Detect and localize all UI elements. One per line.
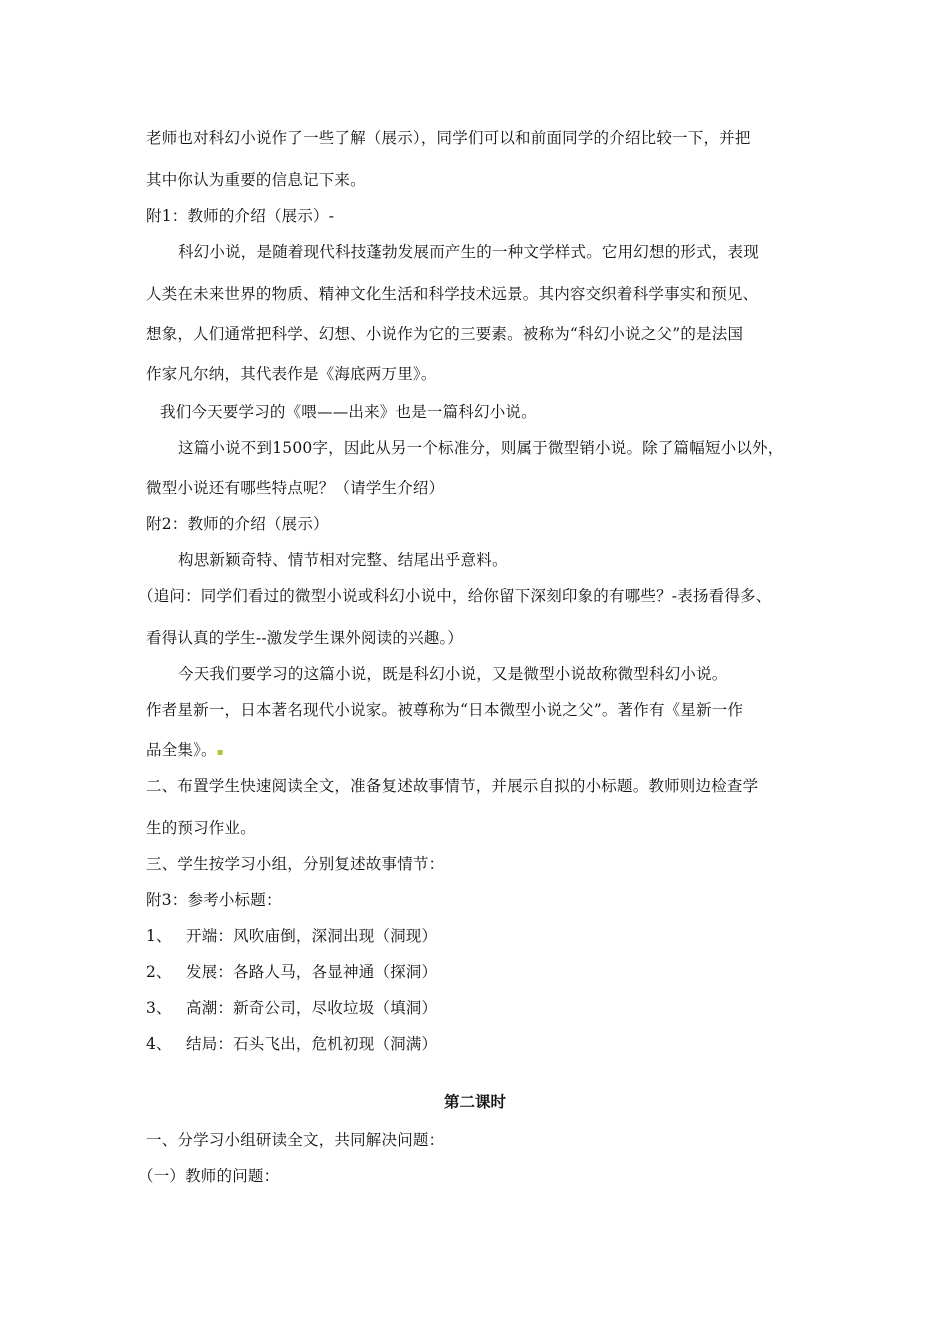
paragraph-line: 一、分学习小组研读全文，共同解决问题： (146, 1131, 445, 1149)
outline-text: 发展：各路人马，各显神通（探洞） (186, 963, 438, 981)
paragraph-line: 科幻小说，是随着现代科技蓬勃发展而产生的一种文学样式。它用幻想的形式，表现 (178, 243, 759, 261)
paragraph-line: 其中你认为重要的信息记下来。 (146, 171, 366, 189)
outline-item (146, 1034, 437, 1054)
paragraph-line: 作家凡尔纳，其代表作是《海底两万里》。 (146, 365, 437, 383)
edit-mark-icon: ▪ (216, 747, 224, 758)
paragraph-line: 老师也对科幻小说作了一些了解（展示），同学们可以和前面同学的介绍比较一下，并把 (146, 129, 751, 147)
paragraph-line: 附3：参考小标题： (146, 891, 282, 909)
outline-item (146, 926, 437, 946)
outline-number: 1、 (146, 927, 172, 945)
outline-item (146, 962, 437, 982)
paragraph-line: （追问：同学们看过的微型小说或科幻小说中，给你留下深刻印象的有哪些？-表扬看得多、 (138, 587, 772, 605)
outline-number: 2、 (146, 963, 172, 981)
outline-text: 结局：石头飞出，危机初现（洞满） (186, 1035, 438, 1053)
outline-item (146, 998, 437, 1018)
paragraph-line: 生的预习作业。 (146, 819, 256, 837)
section-title: 第二课时 (443, 1092, 506, 1111)
paragraph-line: 今天我们要学习的这篇小说，既是科幻小说，又是微型小说故称微型科幻小说。 (178, 665, 728, 683)
paragraph-line: 附1：教师的介绍（展示）- (146, 207, 335, 225)
paragraph-line: 想象，人们通常把科学、幻想、小说作为它的三要素。被称为“科幻小说之父”的是法国 (146, 325, 744, 343)
outline-text: 开端：风吹庙倒，深洞出现（洞现） (186, 927, 438, 945)
paragraph-line: 微型小说还有哪些特点呢？（请学生介绍） (146, 479, 445, 497)
paragraph-line (146, 740, 224, 763)
outline-number: 4、 (146, 1035, 172, 1053)
outline-number: 3、 (146, 999, 172, 1017)
line-text: 品全集》。 (146, 741, 217, 759)
paragraph-line: （一）教师的问题： (138, 1167, 280, 1185)
paragraph-line: 人类在未来世界的物质、精神文化生活和科学技术远景。其内容交织着科学事实和预见、 (146, 285, 759, 303)
paragraph-line: 我们今天要学习的《喂——出来》也是一篇科幻小说。 (160, 403, 537, 421)
paragraph-line: 这篇小说不到1500字，因此从另一个标准分，则属于微型销小说。除了篇幅短小以外， (178, 439, 784, 457)
paragraph-line: 作者星新一，日本著名现代小说家。被尊称为“日本微型小说之父”。著作有《星新一作 (146, 701, 744, 719)
paragraph-line: 看得认真的学生--激发学生课外阅读的兴趣。） (146, 629, 464, 647)
paragraph-line: 三、学生按学习小组，分别复述故事情节： (146, 855, 445, 873)
paragraph-line: 二、布置学生快速阅读全文，准备复述故事情节，并展示自拟的小标题。教师则边检查学 (146, 777, 759, 795)
paragraph-line: 构思新颖奇特、情节相对完整、结尾出乎意料。 (178, 551, 508, 569)
paragraph-line: 附2：教师的介绍（展示） (146, 515, 329, 533)
outline-text: 高潮：新奇公司，尽收垃圾（填洞） (186, 999, 438, 1017)
